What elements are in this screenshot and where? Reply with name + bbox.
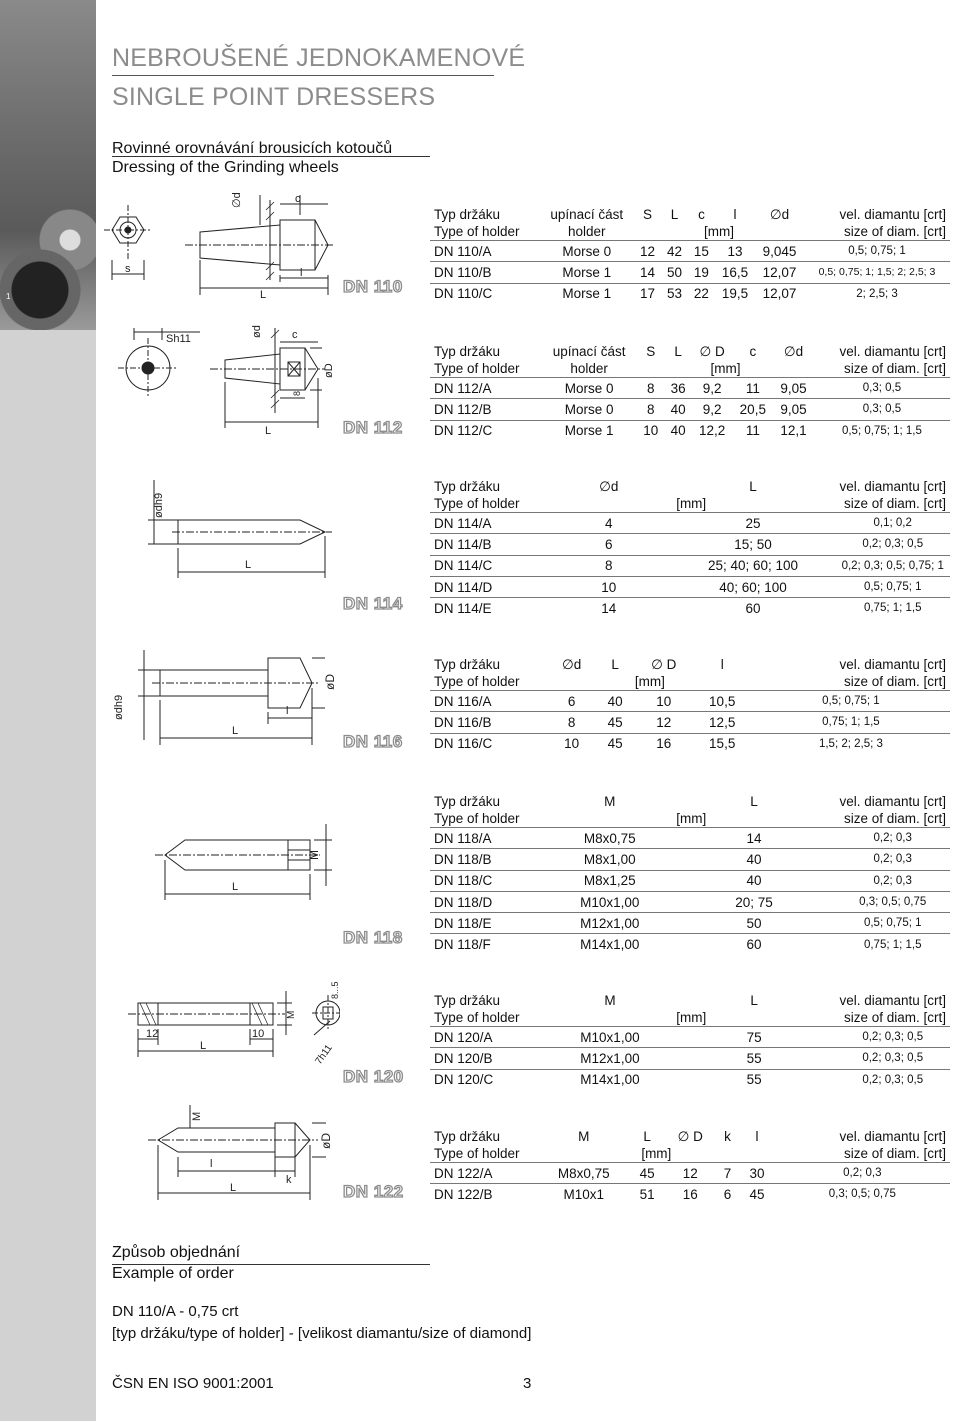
dn116-dim-D: øD bbox=[323, 674, 337, 690]
dn120-dim-M: M bbox=[286, 1010, 297, 1019]
table-row: DN 122/B M10x1 51 16 6 45 0,3; 0,5; 0,75 bbox=[434, 1186, 896, 1202]
dn120-dim-L: L bbox=[200, 1040, 207, 1052]
section-title-cs: Rovinné orovnávání brousicích kotoučů bbox=[112, 140, 393, 157]
header-vel-cs: vel. diamantu [crt] bbox=[839, 207, 946, 222]
table-row: DN 122/A M8x0,75 45 12 7 30 0,2; 0,3 bbox=[430, 1163, 950, 1184]
dn114-label: DN 114 bbox=[343, 594, 403, 613]
dn114-dim-L: L bbox=[245, 559, 252, 571]
product-photo bbox=[0, 0, 96, 330]
order-format: [typ držáku/type of holder] - [velikost diamantu/size of diamond] bbox=[112, 1325, 532, 1342]
page-number: 3 bbox=[523, 1375, 532, 1392]
title-rule bbox=[112, 75, 494, 76]
table-row: DN 112/B Morse 0 8 40 9,2 20,5 9,05 0,3; 0,5 bbox=[430, 399, 950, 420]
dn112-dim-D: øD bbox=[323, 363, 335, 378]
dn112-label: DN 112 bbox=[343, 418, 403, 437]
table-row: DN 110/C Morse 1 17 53 22 19,5 12,07 2; 2,5; 3 bbox=[434, 286, 898, 302]
dn112-dim-d: ød bbox=[251, 325, 263, 338]
page-title-cs: NEBROUŠENÉ JEDNOKAMENOVÉ bbox=[112, 44, 526, 72]
table-row: DN 118/E M12x1,00 50 0,5; 0,75; 1 bbox=[430, 913, 950, 934]
order-title-cs: Způsob objednání bbox=[112, 1244, 241, 1261]
table-row: DN 118/C M8x1,25 40 0,2; 0,3 bbox=[430, 870, 950, 891]
dn116-drawing bbox=[100, 640, 340, 750]
table-row: DN 114/B 6 15; 50 0,2; 0,3; 0,5 bbox=[430, 534, 950, 555]
table-row: DN 114/A 4 25 0,1; 0,2 bbox=[430, 513, 950, 534]
dn110-table bbox=[430, 206, 950, 304]
dn120-label: DN 120 bbox=[343, 1067, 404, 1086]
dn122-dim-k: k bbox=[286, 1174, 292, 1186]
dn120-dim-a: 12 bbox=[146, 1028, 159, 1040]
page-title-en: SINGLE POINT DRESSERS bbox=[112, 83, 436, 111]
dn116-dim-L: L bbox=[232, 725, 239, 737]
table-row: DN 120/B M12x1,00 55 0,2; 0,3; 0,5 bbox=[430, 1048, 950, 1069]
table-row: DN 116/B 8 45 12 12,5 0,75; 1; 1,5 bbox=[430, 712, 950, 733]
col-c: c bbox=[698, 207, 705, 222]
dn120-dim-b: 10 bbox=[252, 1028, 265, 1040]
dn122-dim-M: M bbox=[191, 1111, 203, 1121]
dn116-dim-l: l bbox=[286, 705, 289, 717]
dn120-dim-h: 7h11 bbox=[313, 1042, 335, 1067]
table-row: DN 120/C M14x1,00 55 0,2; 0,3; 0,5 bbox=[434, 1072, 924, 1088]
dn112-drawing bbox=[100, 318, 340, 438]
dn114-drawing bbox=[100, 470, 340, 590]
dn110-dim-l: l bbox=[300, 267, 303, 279]
col-S: S bbox=[643, 207, 653, 222]
dn116-table: Typ držáku ∅d L ∅ D l vel. diamantu [crt] Type of holder [mm] size of diam. [crt] DN 116/A 6 40 10 10,5 0,5; 0,75; 1 DN 116/B 8 45 12 12,5 0,75; 1; 1,5 DN 116/C 10 45 16 15,5 1,5; 2; 2,5; 3 bbox=[430, 656, 950, 754]
col-L: L bbox=[670, 207, 679, 222]
order-title-en: Example of order bbox=[112, 1265, 234, 1282]
header-typ-en: Type of holder bbox=[430, 223, 540, 241]
dn118-dim-M: M bbox=[307, 850, 321, 860]
table-row: DN 114/E 14 60 0,75; 1; 1,5 bbox=[434, 600, 922, 616]
table-row: DN 116/A 6 40 10 10,5 0,5; 0,75; 1 bbox=[430, 691, 950, 712]
dn118-table: Typ držáku M L vel. diamantu [crt] Type of holder [mm] size of diam. [crt] DN 118/A M8x0,75 14 0,2; 0,3 DN 118/B M8x1,00 40 0,2; 0,3 DN 118/C M8x1,25 40 0,2; 0,3 DN 118/D M10x1,00 20; 75 0,3; 0,5; 0,75 DN 118/E M12x1,00 50 0,5; 0,75; 1 DN 118/F M14x1,00 60 0,75; 1; 1,5 bbox=[430, 793, 950, 955]
dn122-dim-l: l bbox=[210, 1158, 213, 1170]
dn110-label: DN 110 bbox=[343, 277, 403, 296]
table-row: DN 116/C 10 45 16 15,5 1,5; 2; 2,5; 3 bbox=[434, 736, 883, 752]
header-upinaci-cs: upínací část bbox=[550, 207, 624, 222]
table-row: DN 112/C Morse 1 10 40 12,2 11 12,1 0,5; 0,75; 1; 1,5 bbox=[434, 423, 922, 439]
dn110-drawing bbox=[100, 190, 340, 302]
dn120-dim-s: 8...5 bbox=[330, 981, 340, 999]
table-row: DN 112/A Morse 0 8 36 9,2 11 9,05 0,3; 0,5 bbox=[430, 378, 950, 399]
table-row: DN 114/D 10 40; 60; 100 0,5; 0,75; 1 bbox=[430, 576, 950, 597]
dn114-table: Typ držáku ∅d L vel. diamantu [crt] Type of holder [mm] size of diam. [crt] DN 114/A 4 25 0,1; 0,2 DN 114/B 6 15; 50 0,2; 0,3; 0,5 DN 114/C 8 25; 40; 60; 100 0,2; 0,3; 0,5; 0,75; 1 DN 114/D 10 40; 60; 100 0,5; 0,75; 1 DN 114/E 14 60 0,75; 1; 1,5 bbox=[430, 478, 950, 618]
dn116-dim-d: ødh9 bbox=[113, 694, 125, 720]
order-example: DN 110/A - 0,75 crt bbox=[112, 1303, 239, 1320]
dn120-drawing bbox=[100, 975, 340, 1085]
header-upinaci-en: holder bbox=[540, 223, 635, 241]
dn118-label: DN 118 bbox=[343, 928, 403, 947]
photo-badge: 1 bbox=[6, 292, 11, 301]
col-d: ∅d bbox=[769, 206, 790, 222]
dn110-dim-c: c bbox=[295, 193, 301, 205]
section-rule bbox=[112, 156, 430, 157]
dn112-dim-sh: Sh11 bbox=[166, 333, 191, 345]
table-row: DN 118/F M14x1,00 60 0,75; 1; 1,5 bbox=[434, 937, 922, 953]
footer-standard: ČSN EN ISO 9001:2001 bbox=[112, 1375, 274, 1392]
table-row: DN 114/C 8 25; 40; 60; 100 0,2; 0,3; 0,5; 0,75; 1 bbox=[430, 555, 950, 576]
dn112-dim-c: c bbox=[292, 329, 298, 341]
table-row: DN 118/A M8x0,75 14 0,2; 0,3 bbox=[430, 828, 950, 849]
table-row: DN 110/A Morse 0 12 42 15 13 9,045 0,5; 0,75; 1 bbox=[430, 241, 950, 262]
section-title-en: Dressing of the Grinding wheels bbox=[112, 159, 339, 176]
table-row: DN 118/D M10x1,00 20; 75 0,3; 0,5; 0,75 bbox=[430, 891, 950, 912]
table-row: DN 118/B M8x1,00 40 0,2; 0,3 bbox=[430, 849, 950, 870]
header-typ-cs: Typ držáku bbox=[434, 207, 501, 222]
dn122-label: DN 122 bbox=[343, 1182, 404, 1201]
col-l: l bbox=[733, 207, 737, 222]
dn110-dim-s: s bbox=[125, 263, 131, 275]
dn118-dim-L: L bbox=[232, 881, 239, 893]
table-row: DN 120/A M10x1,00 75 0,2; 0,3; 0,5 bbox=[430, 1027, 950, 1048]
dn110-dim-d: ∅d bbox=[231, 192, 243, 208]
dn112-table: Typ držáku upínací část S L ∅ D c ∅d vel. diamantu [crt] Type of holder holder [mm] size of diam. [crt] DN 112/A Morse 0 8 36 9,2 11 9,05 0,3; 0,5 DN 112/B Morse 0 8 40 9,2 20,5 9,05 0,3; 0,5 DN 112/C Morse 1 10 40 12,2 11 12,1 0,5; 0,75; 1; 1,5 bbox=[430, 343, 950, 441]
dn116-label: DN 116 bbox=[343, 732, 403, 751]
dn118-drawing bbox=[100, 810, 340, 910]
dn112-dim-s: 8 bbox=[292, 390, 302, 396]
header-vel-en: size of diam. [crt] bbox=[804, 223, 950, 241]
dn122-table: Typ držáku M L ∅ D k l vel. diamantu [crt] Type of holder [mm] size of diam. [crt] DN 122/A M8x0,75 45 12 7 30 0,2; 0,3 DN 122/B M10x1 51 16 6 45 0,3; 0,5; 0,75 bbox=[430, 1128, 950, 1205]
dn120-table: Typ držáku M L vel. diamantu [crt] Type of holder [mm] size of diam. [crt] DN 120/A M10x1,00 75 0,2; 0,3; 0,5 DN 120/B M12x1,00 55 0,2; 0,3; 0,5 DN 120/C M14x1,00 55 0,2; 0,3; 0,5 bbox=[430, 992, 950, 1090]
dn114-dim-d: ødh9 bbox=[153, 492, 165, 518]
dn122-dim-L: L bbox=[230, 1182, 237, 1194]
dn112-dim-L: L bbox=[265, 425, 272, 437]
table-row: DN 110/B Morse 1 14 50 19 16,5 12,07 0,5; 0,75; 1; 1,5; 2; 2,5; 3 bbox=[430, 262, 950, 283]
dn122-drawing bbox=[100, 1095, 340, 1210]
dn122-dim-D: øD bbox=[319, 1133, 333, 1149]
header-mm: [mm] bbox=[634, 223, 804, 241]
dn110-dim-L: L bbox=[260, 289, 267, 301]
